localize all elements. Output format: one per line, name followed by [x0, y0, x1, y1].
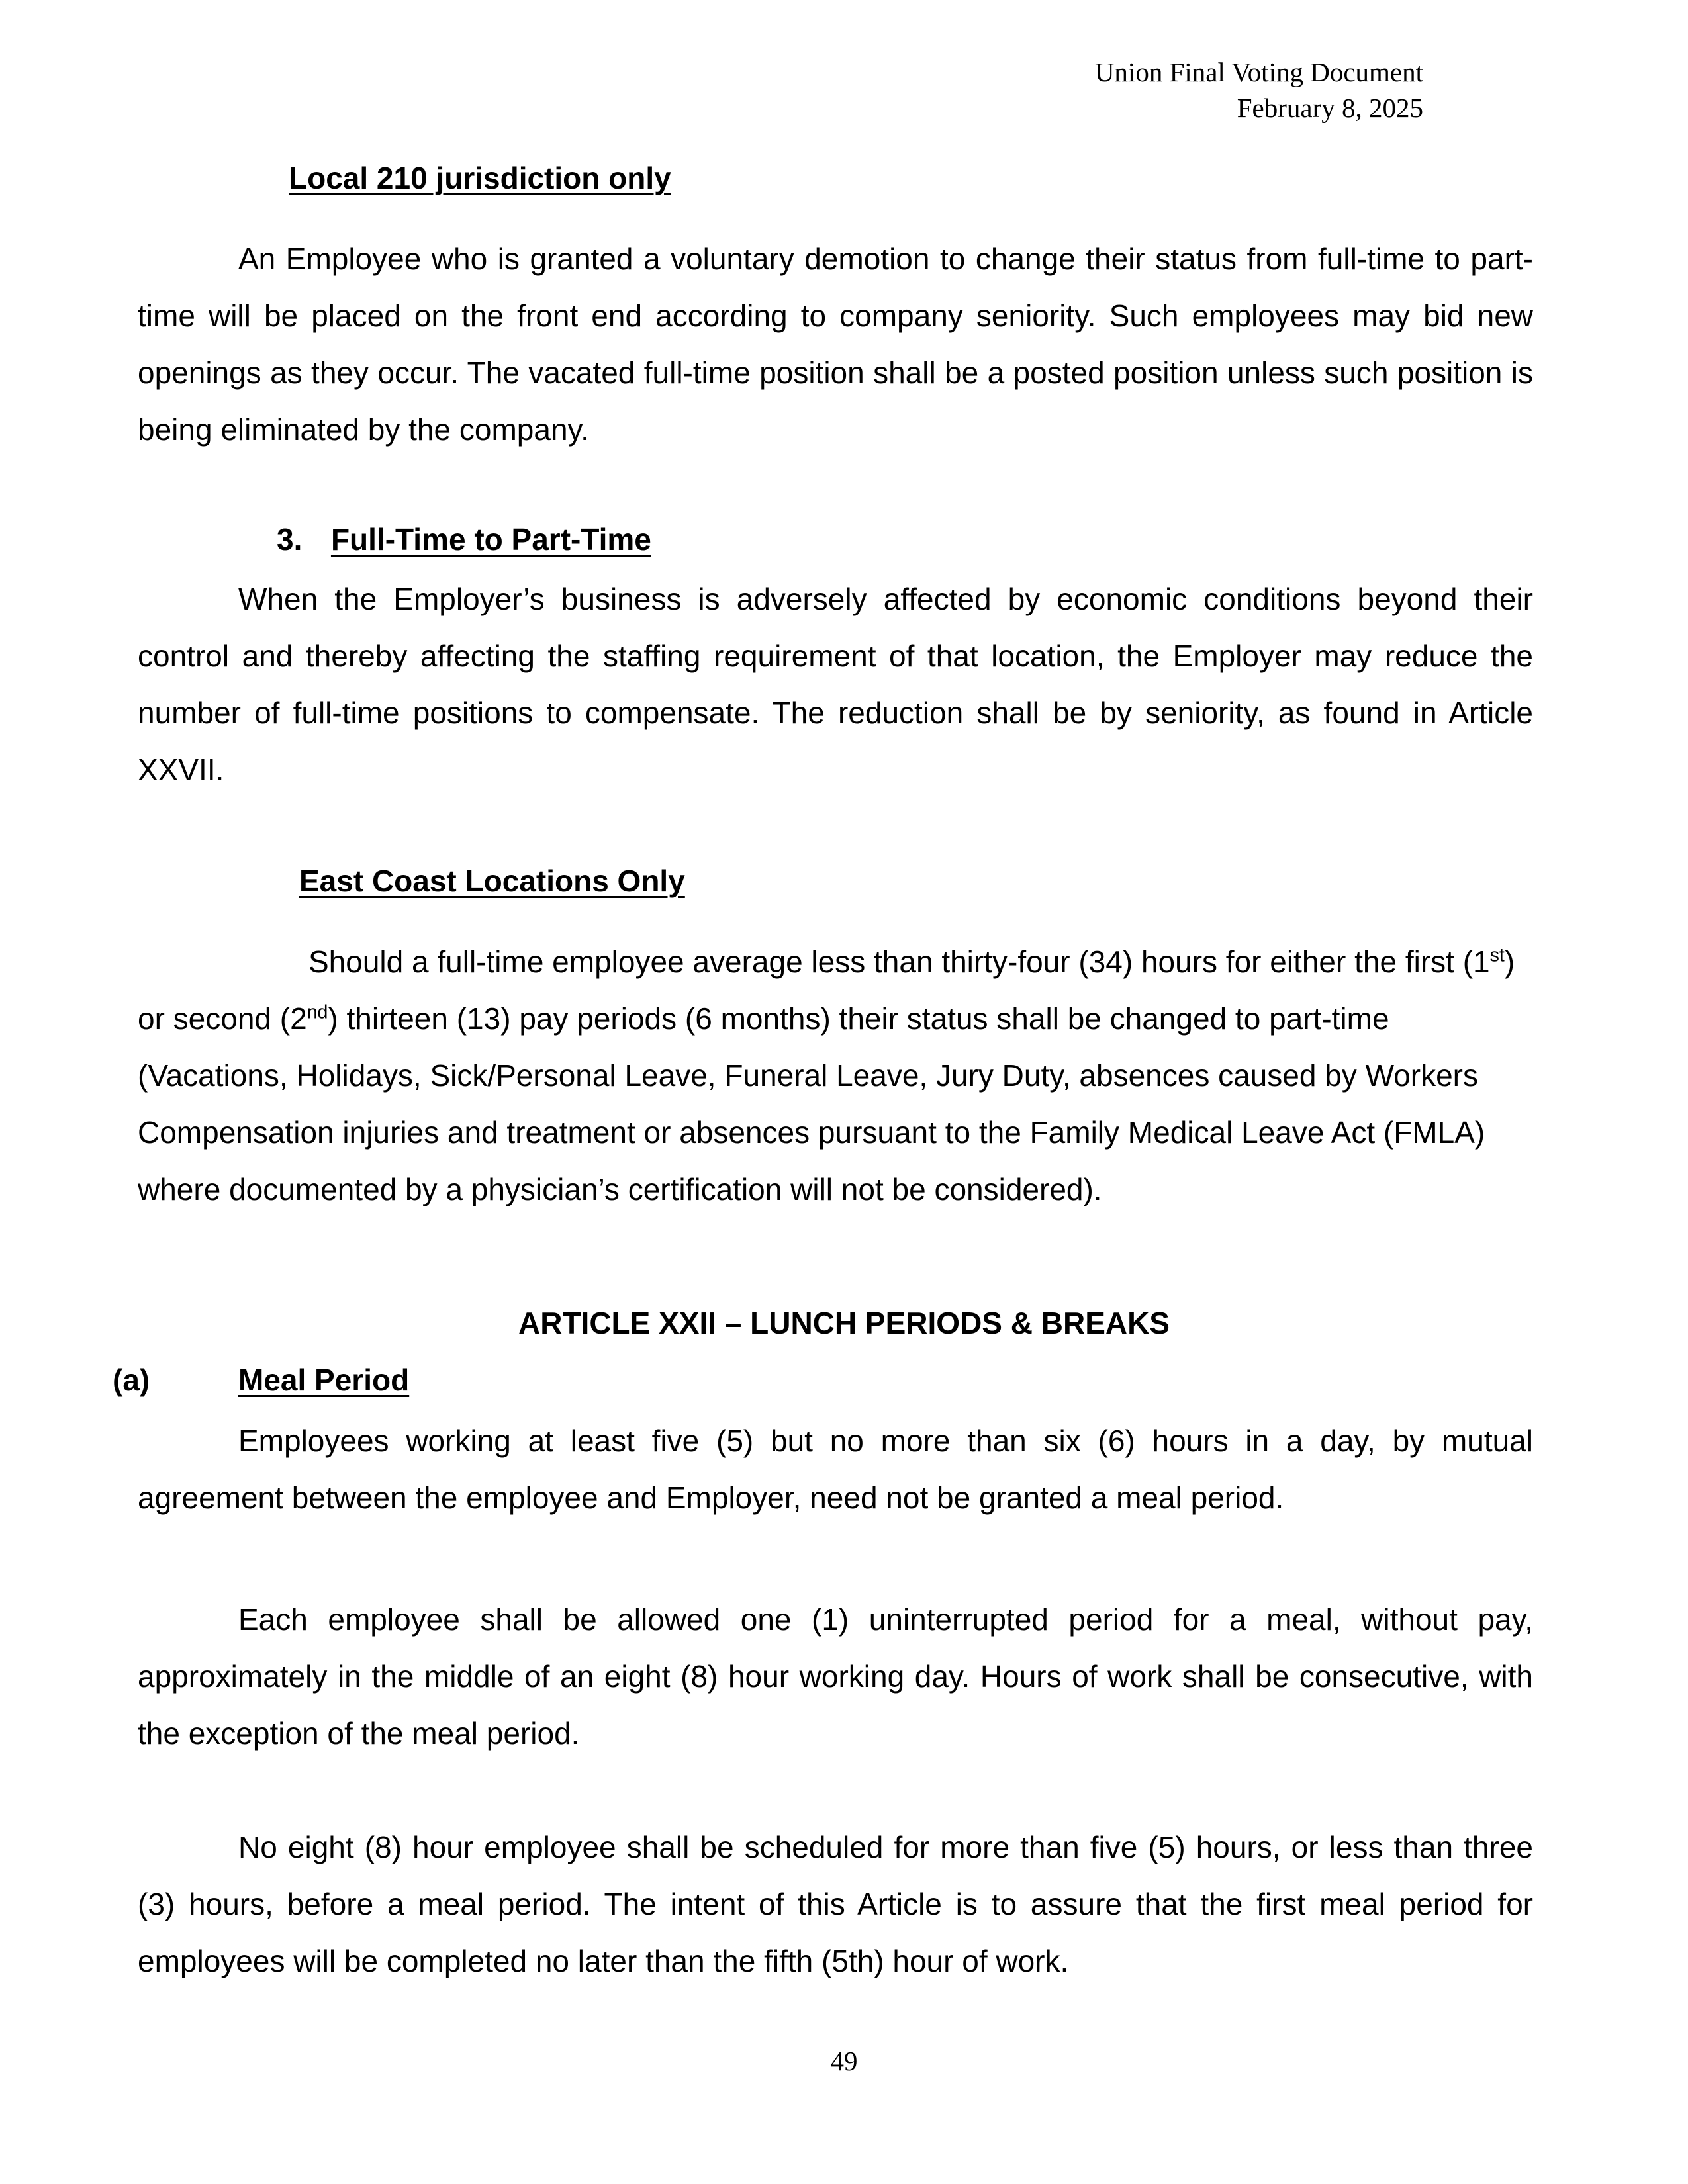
- section-3-title: Full-Time to Part-Time: [330, 522, 651, 557]
- meal-paragraph-3: [138, 1819, 1533, 1989]
- east-coast-heading: East Coast Locations Only: [299, 864, 685, 898]
- meal-text-2: Each employee shall be allowed one (1) uninterrupted period for a meal, without pay, approximately in the middle of an eight (8) hour working day. Hours of work shall be consecutive, with the exception of the meal period.: [138, 1602, 1533, 1751]
- header-title: Union Final Voting Document: [1094, 57, 1423, 87]
- meal-paragraph-1: [138, 1412, 1533, 1526]
- superscript-nd: nd: [306, 1001, 328, 1023]
- east-coast-text-2: ) or second (2: [138, 944, 1515, 1036]
- meal-text-1: Employees working at least five (5) but no more than six (6) hours in a day, by mutual agreement between the employee and Employer, need not be granted a meal period.: [138, 1424, 1533, 1515]
- local-210-heading: Local 210 jurisdiction only: [289, 161, 671, 195]
- section-3-heading: [277, 522, 651, 557]
- page-number: 49: [830, 2046, 858, 2076]
- local-210-text: An Employee who is granted a voluntary demotion to change their status from full-time to part-time will be placed on the front end according to company seniority. Such employees may bid new openings as they occur. The vacated full-time position shall be a posted position unless such position is being eliminated by the company.: [138, 242, 1533, 447]
- east-coast-text-3: ) thirteen (13) pay periods (6 months) their status shall be changed to part-time (Vacations, Holidays, Sick/Personal Leave, Funeral Leave, Jury Duty, absences caused by Workers Compensation injuries and treatment or absences pursuant to the Family Medical Leave Act (FMLA) where documented by a physician’s certification will not be considered).: [138, 1001, 1485, 1206]
- meal-period-label: (a): [113, 1363, 150, 1397]
- header-date: February 8, 2025: [1237, 93, 1423, 123]
- document-header: [1095, 54, 1423, 126]
- superscript-st: st: [1489, 944, 1505, 966]
- meal-period-heading: Meal Period: [238, 1363, 410, 1397]
- local-210-paragraph: [138, 230, 1533, 458]
- meal-paragraph-2: [138, 1591, 1533, 1762]
- full-time-text: When the Employer’s business is adversely affected by economic conditions beyond their control and thereby affecting the staffing requirement of that location, the Employer may reduce the number of full-time positions to compensate. The reduction shall be by seniority, as found in Article XXVII.: [138, 582, 1533, 787]
- article-title: ARTICLE XXII – LUNCH PERIODS & BREAKS: [518, 1306, 1170, 1340]
- section-3-number: 3.: [277, 522, 303, 557]
- east-coast-paragraph: [138, 933, 1533, 1218]
- meal-text-3: No eight (8) hour employee shall be scheduled for more than five (5) hours, or less than three (3) hours, before a meal period. The intent of this Article is to assure that the first meal period for employees will be completed no later than the fifth (5th) hour of work.: [138, 1830, 1533, 1978]
- east-coast-text-1: Should a full-time employee average less than thirty-four (34) hours for either the first (1: [308, 944, 1490, 979]
- full-time-paragraph: [138, 570, 1533, 798]
